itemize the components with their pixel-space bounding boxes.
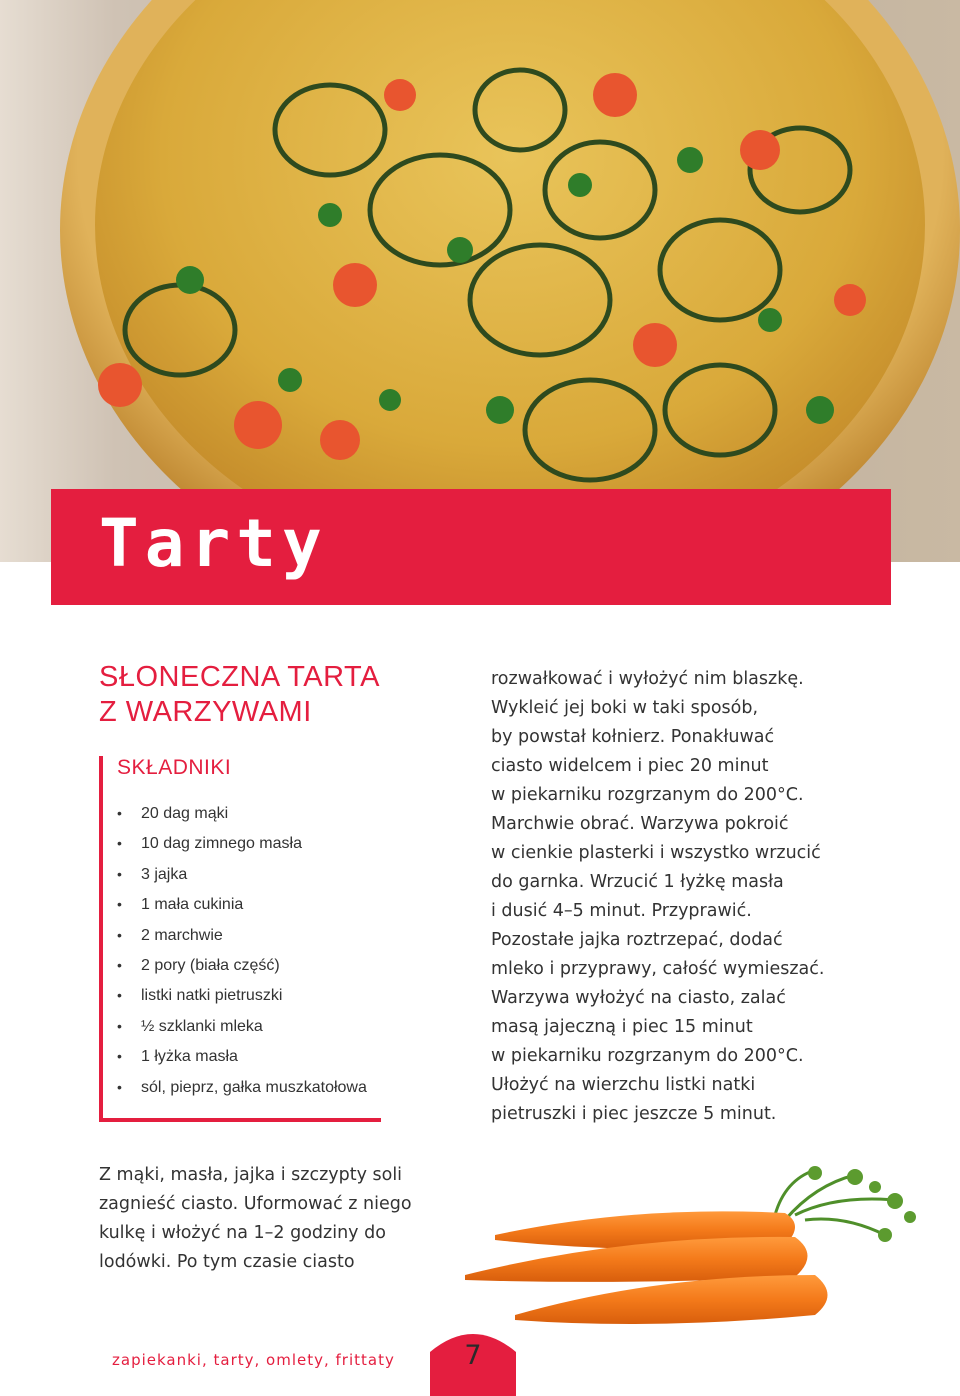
ingredients-box [99, 756, 381, 1122]
ingredient-item: • 1 łyżka masła [117, 1048, 238, 1066]
page-number: 7 [464, 1340, 482, 1371]
ingredient-item: • 10 dag zimnego masła [117, 835, 302, 853]
section-title: Tarty [99, 505, 328, 582]
ingredient-item: • 20 dag mąki [117, 805, 229, 822]
ingredient-item: • 2 pory (biała część) [117, 956, 280, 974]
ingredient-item: • 1 mała cukinia [117, 896, 244, 914]
carrots-image [455, 1165, 955, 1345]
recipe-title-line2: Z WARZYWAMI [99, 696, 312, 728]
ingredient-item: • sól, pieprz, gałka muszkatołowa [117, 1078, 367, 1096]
ingredient-item: • ½ szklanki mleka [117, 1017, 263, 1035]
hero-tart-image [0, 0, 960, 562]
instructions-start: Z mąki, masła, jajka i szczypty soli zagnieść ciasto. Uformować z niego kulkę i włożyć na 1–2 godziny do lodówki. Po tym czasie ciasto [99, 1165, 412, 1272]
recipe-title-line1: SŁONECZNA TARTA [99, 661, 380, 693]
recipe-title [99, 660, 429, 730]
ingredients-heading: SKŁADNIKI [117, 756, 232, 779]
tart-illustration [0, 0, 960, 562]
ingredient-item: • 2 marchwie [117, 926, 223, 944]
ingredient-item: • listki natki pietruszki [117, 987, 283, 1005]
ingredients-list [117, 798, 367, 1102]
section-title-band [51, 489, 891, 605]
ingredient-item: • 3 jajka [117, 865, 188, 883]
carrots-illustration [455, 1165, 955, 1345]
running-footer: zapiekanki, tarty, omlety, frittaty [112, 1351, 395, 1369]
instructions-continued: rozwałkować i wyłożyć nim blaszkę. Wykleić jej boki w taki sposób, by powstał kołnierz. Ponakłuwać ciasto widelcem i piec 20 minut w piekarniku rozgrzanym do 200°C. Marchwie obrać. Warzywa pokroić w cienkie plasterki i wszystko wrzucić do garnka. Wrzucić 1 łyżkę masła i dusić 4–5 minut. Przyprawić. Pozostałe jajka roztrzepać, dodać mleko i przyprawy, całość wymieszać. Warzywa wyłożyć na ciasto, zalać masą jajeczną i piec 15 minut w piekarniku rozgrzanym do 200°C. Ułożyć na wierzchu listki natki pietruszki i piec jeszcze 5 minut. [491, 669, 825, 1124]
